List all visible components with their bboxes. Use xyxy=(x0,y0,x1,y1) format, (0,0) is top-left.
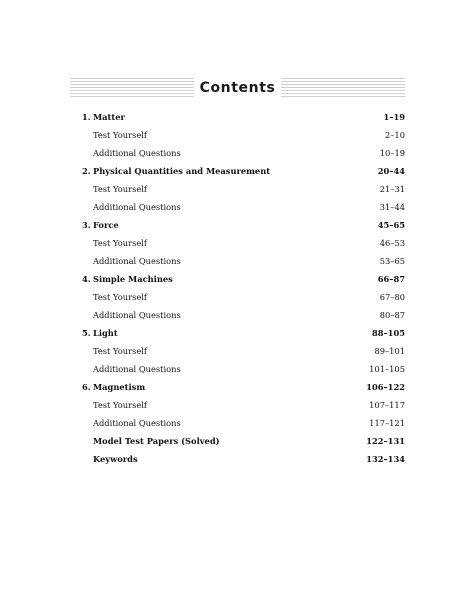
toc-page-range: 10–19 xyxy=(379,148,405,158)
toc-page-range: 20–44 xyxy=(377,166,405,176)
chapter-number: 3. xyxy=(82,220,91,230)
toc-subentry-row[interactable] xyxy=(82,198,405,216)
toc-entry-text: Simple Machines xyxy=(93,274,173,284)
toc-entry-text: Test Yourself xyxy=(93,292,147,302)
toc-page-range: 66–87 xyxy=(377,274,405,284)
toc-chapter-row[interactable] xyxy=(82,324,405,342)
toc-entry-label xyxy=(82,324,118,342)
toc-page-range: 2–10 xyxy=(385,130,405,140)
toc-entry-label xyxy=(93,126,147,144)
toc-chapter-row[interactable] xyxy=(82,162,405,180)
toc-entry-text: Test Yourself xyxy=(93,130,147,140)
toc-extra-row[interactable] xyxy=(82,450,405,468)
toc-page-range: 80–87 xyxy=(379,310,405,320)
toc-entry-label xyxy=(82,216,119,234)
chapter-number: 2. xyxy=(82,166,91,176)
toc-page-range: 46–53 xyxy=(379,238,405,248)
toc-subentry-row[interactable] xyxy=(82,306,405,324)
toc-entry-label xyxy=(93,306,181,324)
toc-entry-text: Additional Questions xyxy=(93,148,181,158)
toc-entry-label xyxy=(82,378,145,396)
toc-entry-text: Test Yourself xyxy=(93,184,147,194)
toc-entry-label xyxy=(82,270,173,288)
toc-entry-text: Additional Questions xyxy=(93,202,181,212)
toc-entry-label xyxy=(93,432,220,450)
chapter-number: 6. xyxy=(82,382,91,392)
toc-entry-text: Physical Quantities and Measurement xyxy=(93,166,271,176)
toc-entry-text: Additional Questions xyxy=(93,418,181,428)
chapter-number: 1. xyxy=(82,112,91,122)
toc-entry-text: Additional Questions xyxy=(93,256,181,266)
toc-subentry-row[interactable] xyxy=(82,180,405,198)
toc-entry-label xyxy=(82,108,125,126)
toc-subentry-row[interactable] xyxy=(82,234,405,252)
toc-entry-text: Matter xyxy=(93,112,125,122)
toc-entry-text: Keywords xyxy=(93,454,138,464)
toc-page-range: 132–134 xyxy=(366,454,405,464)
toc-entry-label xyxy=(93,198,181,216)
toc-subentry-row[interactable] xyxy=(82,414,405,432)
toc-subentry-row[interactable] xyxy=(82,144,405,162)
toc-entry-label xyxy=(93,180,147,198)
toc-subentry-row[interactable] xyxy=(82,396,405,414)
toc-entry-label xyxy=(93,144,181,162)
toc-page-range: 107–117 xyxy=(369,400,405,410)
toc-entry-label xyxy=(82,162,270,180)
toc-subentry-row[interactable] xyxy=(82,288,405,306)
chapter-number: 4. xyxy=(82,274,91,284)
toc-entry-text: Force xyxy=(93,220,119,230)
toc-subentry-row[interactable] xyxy=(82,360,405,378)
toc-entry-text: Test Yourself xyxy=(93,400,147,410)
toc-subentry-row[interactable] xyxy=(82,342,405,360)
toc-entry-text: Additional Questions xyxy=(93,310,181,320)
toc-page-range: 45–65 xyxy=(377,220,405,230)
toc-entry-label xyxy=(93,414,181,432)
toc-page-range: 106–122 xyxy=(366,382,405,392)
toc-entry-label xyxy=(93,234,147,252)
toc-entry-text: Magnetism xyxy=(93,382,146,392)
toc-page-range: 122–131 xyxy=(366,436,405,446)
toc-page-range: 67–80 xyxy=(379,292,405,302)
toc-page-range: 21–31 xyxy=(379,184,405,194)
page-title: Contents xyxy=(194,78,282,99)
toc-page-range: 117–121 xyxy=(369,418,405,428)
toc-entry-text: Test Yourself xyxy=(93,238,147,248)
toc-entry-label xyxy=(93,360,181,378)
contents-banner xyxy=(70,78,405,99)
toc-page-range: 31–44 xyxy=(379,202,405,212)
toc-entry-label xyxy=(93,342,147,360)
toc-entry-text: Additional Questions xyxy=(93,364,181,374)
toc-entry-text: Light xyxy=(93,328,118,338)
toc-chapter-row[interactable] xyxy=(82,108,405,126)
toc-page-range: 89–101 xyxy=(374,346,405,356)
toc-entry-label xyxy=(93,450,138,468)
toc-entry-label xyxy=(93,396,147,414)
chapter-number: 5. xyxy=(82,328,91,338)
toc-page-range: 53–65 xyxy=(379,256,405,266)
table-of-contents xyxy=(82,108,405,468)
toc-chapter-row[interactable] xyxy=(82,216,405,234)
toc-entry-text: Model Test Papers (Solved) xyxy=(93,436,220,446)
toc-entry-text: Test Yourself xyxy=(93,346,147,356)
toc-subentry-row[interactable] xyxy=(82,126,405,144)
toc-entry-label xyxy=(93,288,147,306)
toc-chapter-row[interactable] xyxy=(82,378,405,396)
toc-page-range: 88–105 xyxy=(371,328,405,338)
toc-page-range: 101–105 xyxy=(369,364,405,374)
toc-entry-label xyxy=(93,252,181,270)
toc-extra-row[interactable] xyxy=(82,432,405,450)
toc-subentry-row[interactable] xyxy=(82,252,405,270)
toc-page-range: 1–19 xyxy=(383,112,405,122)
toc-chapter-row[interactable] xyxy=(82,270,405,288)
